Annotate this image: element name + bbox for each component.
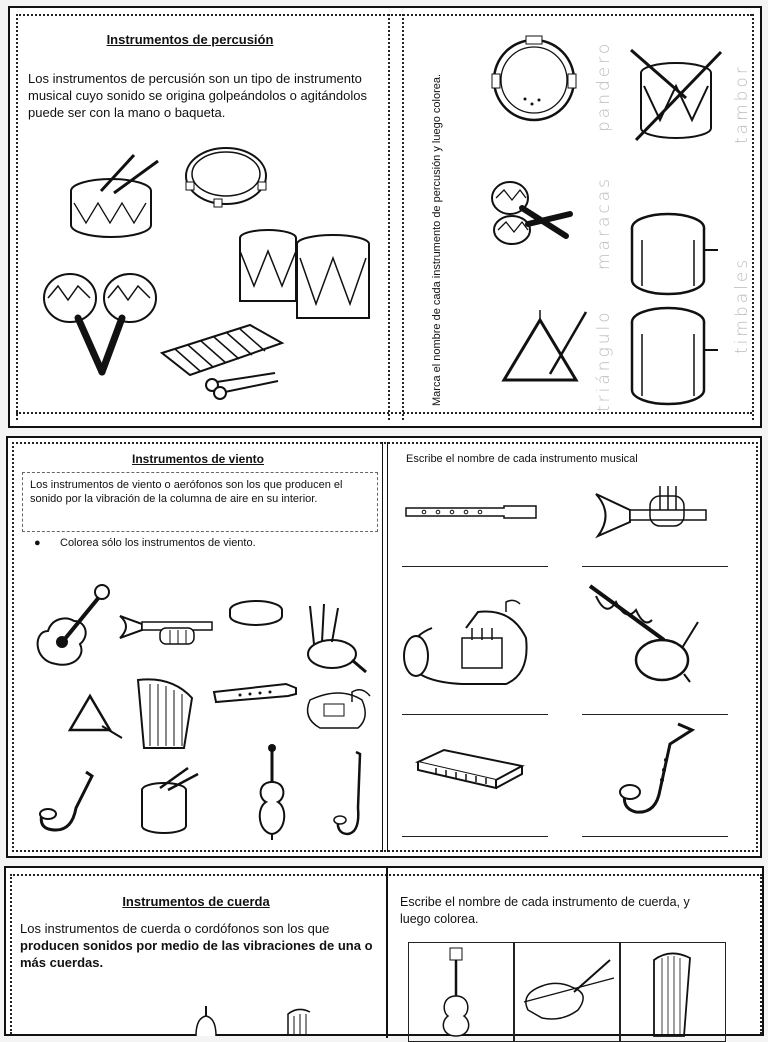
wind-title: Instrumentos de viento	[131, 452, 265, 466]
label-pandero: pandero	[594, 40, 614, 132]
ukulele-small-illustration	[192, 1006, 222, 1036]
string-card	[4, 866, 764, 1036]
guitar-cell-illustration	[436, 946, 476, 1036]
card-divider	[386, 868, 388, 1038]
triangle-small-illustration	[66, 690, 126, 740]
dotted-border-bottom	[16, 412, 752, 414]
answer-line-saxophone[interactable]	[582, 836, 728, 837]
string-text-bold: producen sonidos por medio de las vibraciones de una o más cuerdas.	[20, 938, 373, 970]
string-write-title: Escribe el nombre de cada instrumento de cuerda, y luego colorea.	[400, 895, 690, 926]
tuba-large-illustration	[402, 598, 542, 693]
answer-line-tuba[interactable]	[402, 714, 548, 715]
bagpipes-illustration	[304, 600, 374, 675]
maracas-illustration	[40, 270, 160, 380]
card-divider	[382, 442, 388, 852]
harp-small-illustration	[284, 1006, 314, 1036]
wind-bullet: Colorea sólo los instrumentos de viento.	[60, 537, 256, 549]
saxophone-large-illustration	[616, 720, 706, 820]
tambourine-illustration	[184, 144, 274, 214]
maracas-small-illustration	[486, 178, 576, 253]
bagpipes-large-illustration	[586, 578, 706, 683]
dotted-border-left	[12, 442, 14, 852]
saxophone-small-illustration	[36, 768, 106, 838]
wind-description: Los instrumentos de viento o aerófonos son los que producen el sonido por la vibración de la columna de aire en su interior.	[30, 479, 343, 505]
recorder-illustration	[210, 682, 300, 706]
answer-line-flute[interactable]	[402, 566, 548, 567]
answer-line-bagpipes[interactable]	[582, 714, 728, 715]
dotted-divider	[388, 14, 390, 420]
violin-illustration	[248, 742, 298, 842]
label-maracas: maracas	[594, 175, 614, 270]
label-tambor: tambor	[732, 64, 752, 144]
percussion-description: Los instrumentos de percusión son un tipo de instrumento musical cuyo sonido se origina golpeándolos o agitándolos puede ser con la mano o baqueta.	[28, 71, 367, 120]
answer-line-trumpet[interactable]	[582, 566, 728, 567]
percussion-instruction: Marca el nombre de cada instrumento de percusión y luego colorea.	[431, 73, 443, 406]
tambourine-small-illustration	[226, 598, 286, 628]
trumpet-large-illustration	[592, 480, 712, 545]
dotted-border-right	[760, 874, 762, 1034]
violin-cell-illustration	[518, 954, 618, 1024]
percussion-card	[8, 6, 762, 428]
dotted-border-left	[16, 14, 18, 420]
harmonica-illustration	[416, 748, 526, 793]
guitar-illustration	[28, 576, 118, 676]
saxophone-tall-illustration	[326, 748, 376, 843]
string-title: Instrumentos de cuerda	[122, 894, 270, 909]
dotted-border-right	[752, 14, 754, 420]
string-text-start: Los instrumentos de cuerda o cordófonos son los que	[20, 921, 330, 936]
percussion-title: Instrumentos de percusión	[106, 32, 274, 47]
dotted-border-top	[16, 14, 752, 16]
tambor-illustration	[626, 48, 726, 148]
dotted-border-right	[756, 442, 758, 852]
wind-card	[6, 436, 762, 858]
timbales-illustration	[628, 210, 723, 410]
wind-bullet-dot: ●	[34, 537, 41, 549]
label-timbales: timbales	[732, 256, 752, 354]
drum-illustration	[66, 153, 166, 248]
dotted-divider-2	[402, 14, 404, 420]
xylophone-illustration	[160, 323, 285, 403]
harp-illustration	[132, 676, 202, 752]
trumpet-illustration	[118, 606, 218, 656]
pandero-illustration	[490, 34, 580, 124]
bongos-illustration	[238, 226, 373, 326]
dotted-border-left	[10, 874, 12, 1034]
triangle-illustration	[490, 308, 590, 388]
answer-line-harmonica[interactable]	[402, 836, 548, 837]
drum-small-illustration	[138, 766, 203, 836]
string-description	[20, 920, 380, 971]
flute-illustration	[404, 502, 544, 522]
label-triangulo: triángulo	[594, 309, 614, 412]
harp-cell-illustration	[646, 948, 696, 1038]
tuba-small-illustration	[300, 688, 375, 738]
wind-write-title: Escribe el nombre de cada instrumento musical	[406, 453, 638, 465]
